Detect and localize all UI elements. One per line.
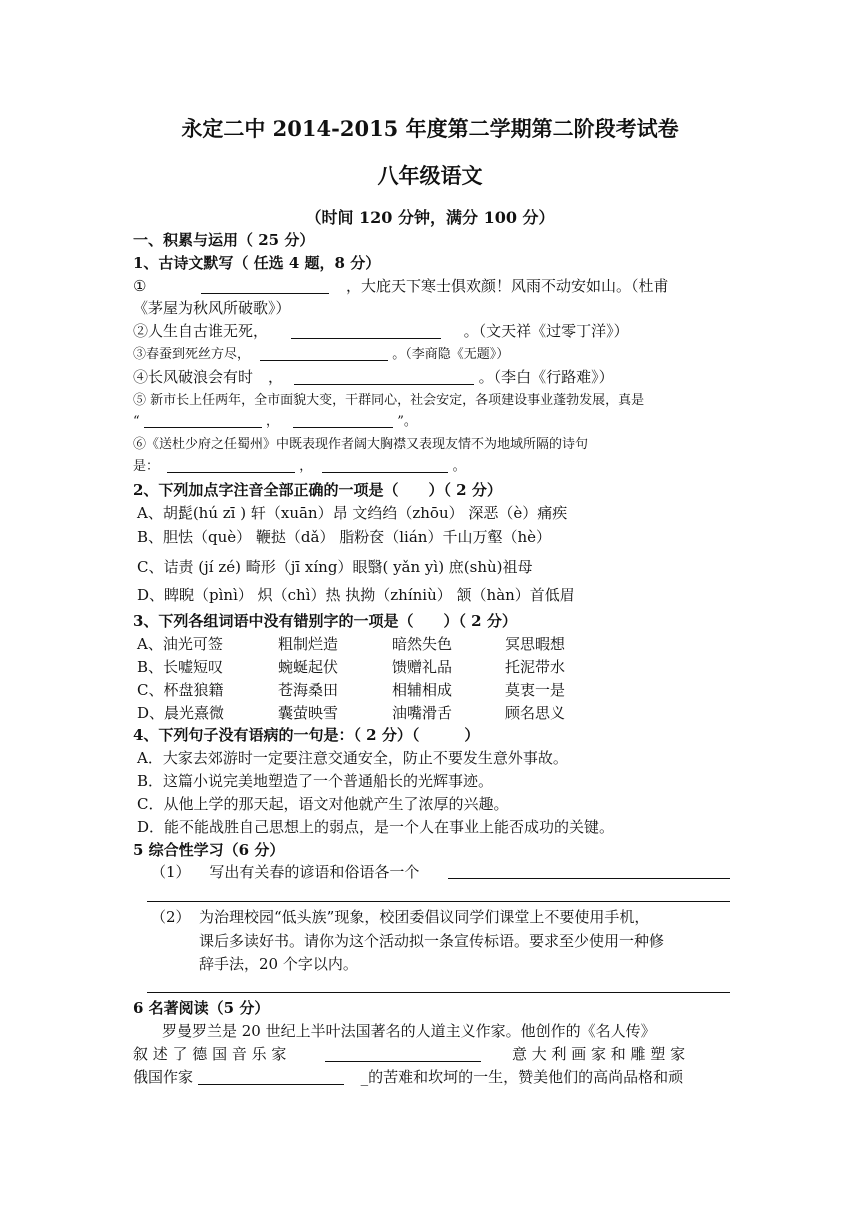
answer-line[interactable] <box>448 878 730 879</box>
q2-option-d[interactable]: D、睥睨（pìnì） 炽（chì）热 执拗（zhíniù） 颔（hàn）首低眉 <box>137 586 575 604</box>
quote-open: “ <box>133 414 140 429</box>
q6-line-3 <box>133 1066 732 1088</box>
comma: ， <box>299 459 313 474</box>
q6-line-3-lead: 俄国作家 <box>133 1068 194 1086</box>
q3-cell: 蜿蜒起伏 <box>278 658 339 676</box>
blank[interactable] <box>201 277 329 294</box>
period: 。 <box>452 459 466 474</box>
q1-item-5-blanks <box>133 411 732 433</box>
q3-cell: 暗然失色 <box>392 635 453 653</box>
q3-cell: 相辅相成 <box>392 681 453 699</box>
q1-item-5: ⑤ 新市长上任两年，全市面貌大变，干群同心，社会安定，各项建设事业蓬勃发展，真是 <box>133 393 645 408</box>
q1-item-6-blanks <box>133 456 732 478</box>
q3-cell: 顾名思义 <box>505 704 566 722</box>
q2-option-c[interactable]: C、诘责 (jí zé) 畸形（jī xíng）眼翳( yǎn yì) 庶(shù)祖母 <box>137 558 533 576</box>
section-heading: 一、积累与运用（ 25 分） <box>133 231 315 249</box>
blank[interactable] <box>260 344 388 361</box>
blank[interactable] <box>198 1068 344 1085</box>
q3-heading: 3、下列各组词语中没有错别字的一项是（ ）（ 2 分） <box>133 612 517 630</box>
q6-line-2-lead: 叙 述 了 德 国 音 乐 家 <box>133 1045 287 1063</box>
q1-item-4-text: ④长风破浪会有时 ， <box>133 368 284 386</box>
q4-heading: 4、下列句子没有语病的一句是：（ 2 分）（ ） <box>133 726 480 744</box>
q4-option-a[interactable]: A．大家去郊游时一定要注意交通安全，防止不要发生意外事故。 <box>137 749 568 767</box>
blank[interactable] <box>322 456 448 473</box>
q4-option-b[interactable]: B．这篇小说完美地塑造了一个普通船长的光辉事迹。 <box>137 772 494 790</box>
q1-item-4 <box>133 366 732 388</box>
q4-option-d[interactable]: D．能不能战胜自己思想上的弱点，是一个人在事业上能否成功的关键。 <box>137 818 615 836</box>
q2-option-b[interactable]: B、胆怯（què） 鞭挞（dǎ） 脂粉奁（lián）千山万壑（hè） <box>137 528 551 546</box>
q3-cell: B、长嘘短叹 <box>137 658 224 676</box>
q5-part-2-line-3: 辞手法，20 个字以内。 <box>199 955 358 973</box>
q3-cell: 粗制烂造 <box>278 635 339 653</box>
q5-part-2-num: （2） <box>151 908 191 926</box>
time-note: （时间 120 分钟，满分 100 分） <box>305 208 555 227</box>
q2-heading: 2、下列加点字注音全部正确的一项是（ ）（ 2 分） <box>133 481 502 499</box>
q3-cell: A、油光可签 <box>137 635 223 653</box>
q1-item-2-text: ②人生自古谁无死， <box>133 322 269 340</box>
q3-option-row[interactable] <box>0 702 860 724</box>
q3-option-row[interactable] <box>0 656 860 678</box>
q1-item-2 <box>133 320 732 342</box>
q3-cell: D、晨光熹微 <box>137 704 225 722</box>
q1-item-6: ⑥《送杜少府之任蜀州》中既表现作者阔大胸襟又表现友情不为地域所隔的诗句 <box>133 437 589 452</box>
answer-line[interactable] <box>147 992 730 993</box>
q1-item-6-lead: 是： <box>133 459 160 474</box>
q3-options <box>0 633 860 723</box>
q3-cell: 囊萤映雪 <box>278 704 339 722</box>
quote-close: ”。 <box>397 414 417 429</box>
q1-item-3 <box>133 344 732 366</box>
q5-part-2-line-1: 为治理校园“低头族”现象，校团委倡议同学们课堂上不要使用手机， <box>199 908 650 926</box>
blank[interactable] <box>294 368 474 385</box>
q6-heading: 6 名著阅读（5 分） <box>133 999 270 1017</box>
q1-item-1-num: ① <box>133 277 147 295</box>
q6-line-3-tail: _的苦难和坎坷的一生，赞美他们的高尚品格和顽 <box>360 1068 684 1086</box>
q5-part-1-text: 写出有关春的谚语和俗语各一个 <box>209 863 420 881</box>
q3-option-row[interactable] <box>0 633 860 655</box>
q5-part-1 <box>151 861 732 883</box>
q3-option-row[interactable] <box>0 679 860 701</box>
q5-part-1-num: （1） <box>151 863 191 881</box>
q1-item-1-text: ，大庇天下寒士俱欢颜！风雨不动安如山。（杜甫 <box>346 277 669 295</box>
blank[interactable] <box>167 456 295 473</box>
q1-item-2-source: 。（文天祥《过零丁洋》） <box>463 322 629 340</box>
q3-cell: 油嘴滑舌 <box>392 704 453 722</box>
q3-cell: 冥思暇想 <box>505 635 566 653</box>
q3-cell: 托泥带水 <box>505 658 566 676</box>
q6-line-2-tail: 意 大 利 画 家 和 雕 塑 家 <box>511 1045 686 1063</box>
q3-cell: 苍海桑田 <box>278 681 339 699</box>
q6-line-1: 罗曼罗兰是 20 世纪上半叶法国著名的人道主义作家。他创作的《名人传》 <box>162 1022 656 1040</box>
q5-heading: 5 综合性学习（6 分） <box>133 841 285 859</box>
q4-option-c[interactable]: C．从他上学的那天起，语文对他就产生了浓厚的兴趣。 <box>137 795 509 813</box>
q1-item-1 <box>133 275 732 297</box>
q1-heading: 1、古诗文默写（ 任选 4 题，8 分） <box>133 254 381 272</box>
blank[interactable] <box>291 322 441 339</box>
subject-title: 八年级语文 <box>377 163 483 188</box>
blank[interactable] <box>293 411 393 428</box>
q1-item-1-source: 《茅屋为秋风所破歌》） <box>133 299 291 317</box>
q6-line-2 <box>133 1043 732 1065</box>
q3-cell: 莫衷一是 <box>505 681 566 699</box>
q5-part-2-line-2: 课后多读好书。请你为这个活动拟一条宣传标语。要求至少使用一种修 <box>199 932 665 950</box>
q1-item-3-text: ③春蚕到死丝方尽， <box>133 347 251 362</box>
exam-title: 永定二中 2014-2015 年度第二学期第二阶段考试卷 <box>181 116 679 141</box>
blank[interactable] <box>144 411 262 428</box>
blank[interactable] <box>325 1045 481 1062</box>
q1-item-4-source: 。（李白《行路难》） <box>478 368 614 386</box>
q2-option-a[interactable]: A、胡髭(hú zī ) 轩（xuān）昂 文绉绉（zhōu） 深恶（è）痛疾 <box>137 504 568 522</box>
q3-cell: 馈赠礼品 <box>392 658 453 676</box>
q1-item-3-source: 。（李商隐《无题》） <box>392 347 510 362</box>
comma: ， <box>265 414 279 429</box>
answer-line[interactable] <box>147 901 730 902</box>
q3-cell: C、杯盘狼籍 <box>137 681 224 699</box>
